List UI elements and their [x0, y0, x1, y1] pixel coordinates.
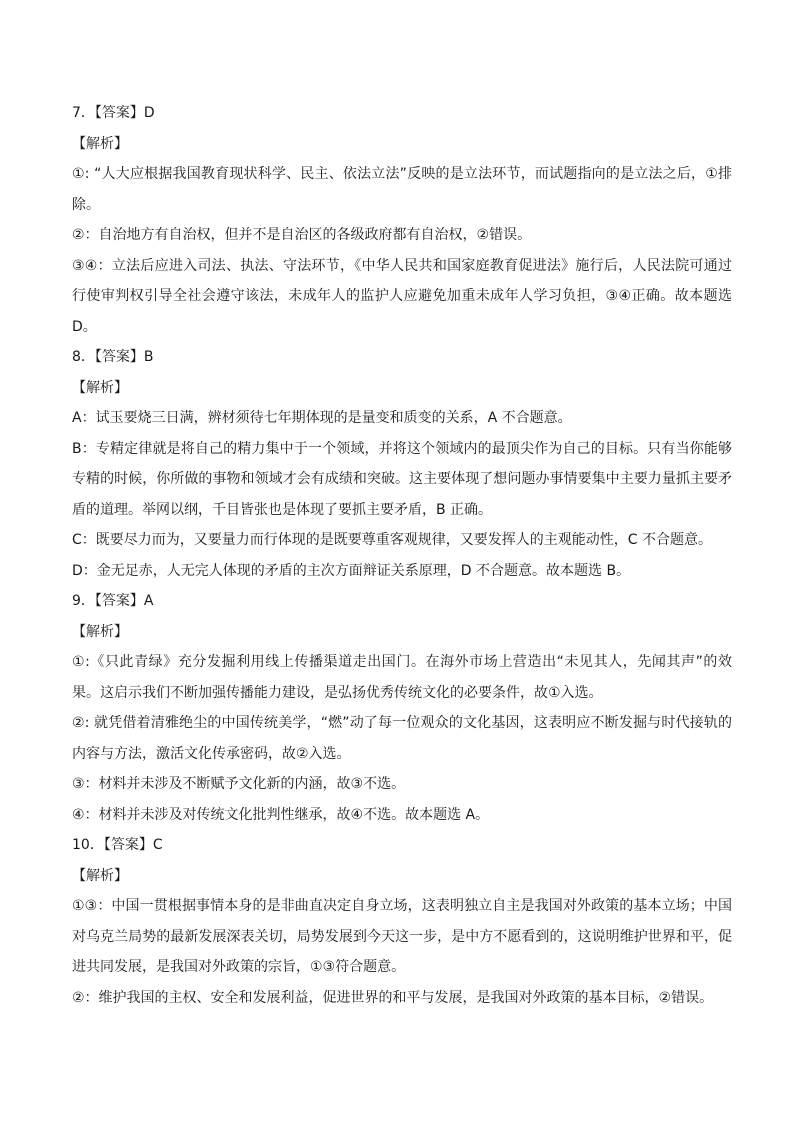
- question-10-analysis-label: 【解析】: [72, 867, 128, 884]
- question-10-header: 10．【答案】C: [72, 837, 163, 853]
- question-9-analysis-label: 【解析】: [72, 623, 128, 640]
- question-8-analysis-label: 【解析】: [72, 379, 128, 396]
- question-8-paragraph-4: D：金无足赤，人无完人体现的矛盾的主次方面辩证关系原理，D 不合题意。故本题选 B。: [72, 562, 631, 579]
- question-9-paragraph-4: ④：材料并未涉及对传统文化批判性继承，故④不选。故本题选 A。: [72, 806, 490, 823]
- answer-document: [72, 98, 732, 1013]
- question-8-paragraph-3: C：既要尽力而为，又要量力而行体现的是既要尊重客观规律，又要发挥人的主观能动性，C 不合题意。: [72, 532, 712, 548]
- question-7-paragraph-2: ②：自治地方有自治权，但并不是自治区的各级政府都有自治权，②错误。: [72, 227, 532, 243]
- question-8-header: 8．【答案】B: [72, 349, 154, 365]
- question-8-paragraph-2: B：专精定律就是将自己的精力集中于一个领域，并将这个领域内的最顶尖作为自己的目标。只有当你能够专精的时候，你所做的事物和领域才会有成绩和突破。这主要体现了想问题办事情要集中主要力量抓主要矛盾的道理。举网以纲，千目皆张也是体现了要抓主要矛盾，B 正确。: [72, 440, 732, 518]
- question-10-paragraph-1: ①③：中国一贯根据事情本身的是非曲直决定自身立场，这表明独立自主是我国对外政策的基本立场；中国对乌克兰局势的最新发展深表关切，局势发展到今天这一步，是中方不愿看到的，这说明维护世界和平，促进共同发展，是我国对外政策的宗旨，①③符合题意。: [72, 898, 732, 975]
- question-7-paragraph-3: ③④：立法后应进入司法、执法、守法环节，《中华人民共和国家庭教育促进法》施行后，人民法院可通过行使审判权引导全社会遵守该法，未成年人的监护人应避免加重未成年人学习负担，③④正确。故本题选D。: [72, 257, 732, 335]
- question-10-paragraph-2: ②：维护我国的主权、安全和发展利益，促进世界的和平与发展，是我国对外政策的基本目标，②错误。: [72, 989, 714, 1006]
- question-9-header: 9．【答案】A: [72, 593, 154, 609]
- question-8-paragraph-1: A：试玉要烧三日满，辨材须待七年期体现的是量变和质变的关系，A 不合题意。: [72, 410, 572, 426]
- question-9-paragraph-2: ②: 就凭借着清雅绝尘的中国传统美学，“燃”动了每一位观众的文化基因，这表明应不断发掘与时代接轨的内容与方法，激活文化传承密码，故②入选。: [72, 715, 732, 762]
- question-7-analysis-label: 【解析】: [72, 135, 128, 152]
- question-9-paragraph-1: ①:《只此青绿》充分发掘利用线上传播渠道走出国门。在海外市场上营造出“未见其人，先闻其声”的效果。这启示我们不断加强传播能力建设，是弘扬优秀传统文化的必要条件，故①入选。: [72, 654, 732, 701]
- question-7-paragraph-1: ①: “人大应根据我国教育现状科学、民主、依法立法”反映的是立法环节，而试题指向的是立法之后，①排除。: [72, 166, 732, 213]
- question-7-header: 7．【答案】D: [72, 105, 155, 121]
- question-9-paragraph-3: ③：材料并未涉及不断赋予文化新的内涵，故③不选。: [72, 776, 406, 792]
